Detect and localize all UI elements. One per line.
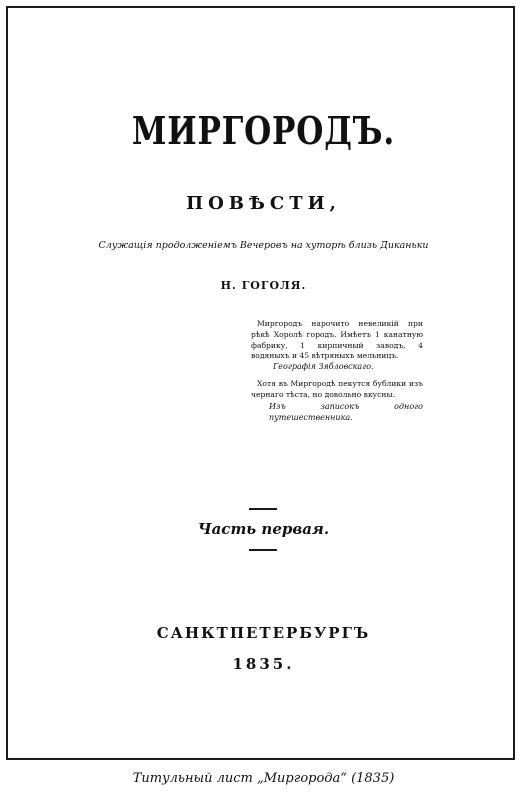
book-description: Служащія продолженіемъ Вечеровъ на хуторѣ близь Диканьки [98,240,429,251]
publication-city: САНКТПЕТЕРБУРГЪ [156,624,371,642]
epigraph-quote-2: Хотя въ Миргородѣ пекутся бублики изъ чернаго тѣста, но довольно вкусны. [251,378,423,399]
author-name: Н. ГОГОЛЯ. [220,279,307,292]
book-subtitle: ПОВѢСТИ, [186,193,341,214]
epigraph [251,319,423,423]
book-title: МИРГОРОДЪ. [131,108,396,153]
divider-bottom [249,549,277,551]
figure-caption: Титульный лист „Миргорода“ (1835) [132,771,395,786]
epigraph-quote-1: Миргородъ нарочито невеликій при рѣкѣ Хоролѣ городъ. Имѣетъ 1 канатную фабрику, 1 кирпичный заводъ, 4 водяныхъ и 45 вѣтряныхъ мельницъ. [251,319,423,361]
part-label: Часть первая. [197,520,330,538]
epigraph-source-2: Изъ записокъ одного путешественника. [269,401,423,422]
epigraph-source-1: Географія Зябловскаго. [273,362,374,372]
publication-year: 1835. [232,655,295,673]
divider-top [249,508,277,510]
